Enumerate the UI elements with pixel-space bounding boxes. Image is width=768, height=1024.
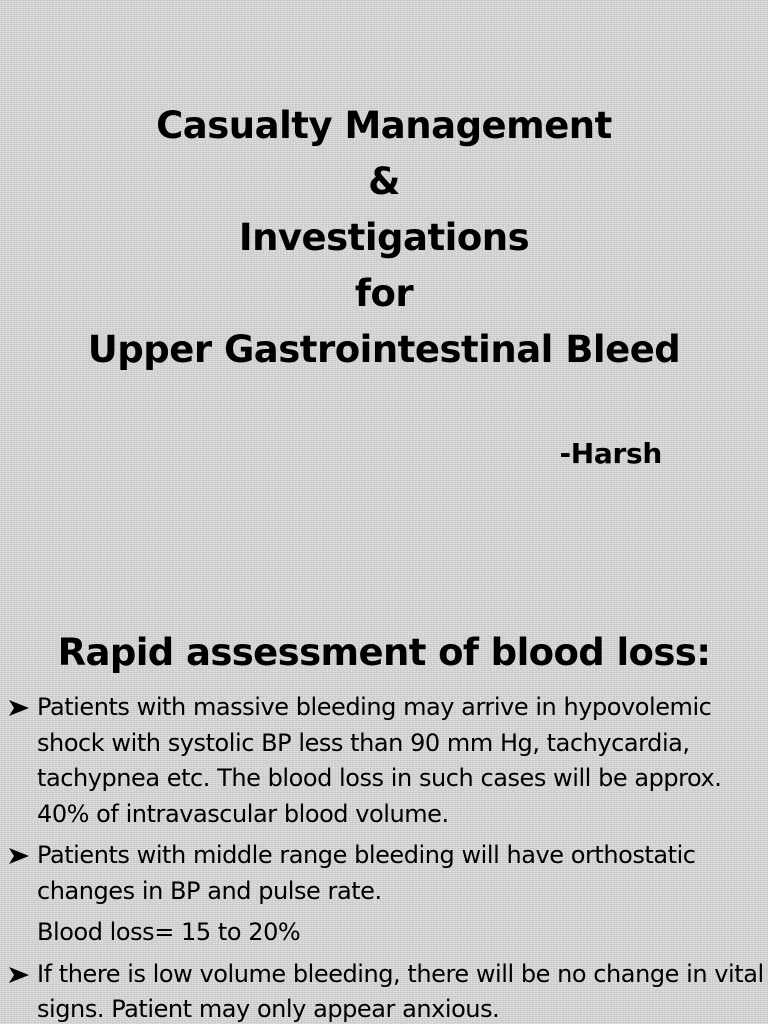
bullet-text: If there is low volume bleeding, there will be no change in vital signs. Patient may only appear anxious. [37, 959, 764, 1023]
content-slide [0, 600, 768, 1024]
section-heading: Rapid assessment of blood loss: [57, 631, 711, 674]
bullet-text: Patients with middle range bleeding will have orthostatic changes in BP and pulse rate. [37, 841, 696, 905]
list-item [8, 690, 764, 832]
arrow-bullet-icon [8, 846, 30, 866]
bullet-list [8, 690, 764, 1024]
bullet-text: Patients with massive bleeding may arrive in hypovolemic shock with systolic BP less than 90 mm Hg, tachycardia, tachypnea etc. The blood loss in such cases will be approx. 40% of intravascular blood volume. [37, 693, 722, 828]
blood-loss-note: Blood loss= 15 to 20% [37, 918, 301, 946]
arrow-bullet-icon [8, 698, 30, 718]
title-line: for [354, 272, 414, 315]
slide-title [0, 98, 768, 378]
title-line: Investigations [238, 216, 530, 259]
list-item [8, 957, 764, 1024]
list-item [8, 838, 764, 909]
title-line: Casualty Management [156, 104, 612, 147]
title-line: & [368, 160, 400, 203]
arrow-bullet-icon [8, 965, 30, 985]
title-line: Upper Gastrointestinal Bleed [87, 328, 681, 371]
author-name: -Harsh [559, 437, 662, 470]
